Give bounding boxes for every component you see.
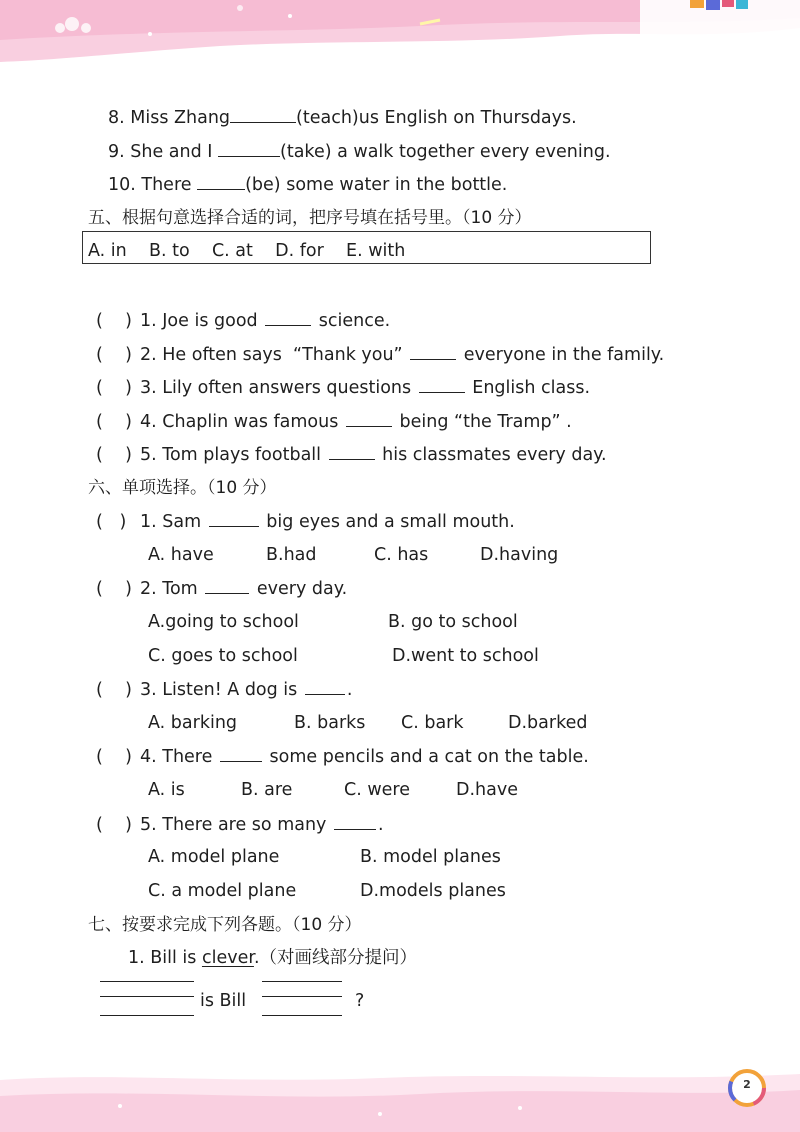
choice-q4-option-a[interactable]: A. is bbox=[148, 780, 185, 800]
page-number: 2 bbox=[743, 1078, 751, 1091]
logo-icon bbox=[690, 0, 750, 14]
choice-q2-option-b[interactable]: B. go to school bbox=[388, 612, 518, 632]
fill-verb-question-10: 10. There (be) some water in the bottle. bbox=[108, 175, 508, 195]
choice-q3-option-b[interactable]: B. barks bbox=[294, 713, 366, 733]
choice-question-4: ( ) 4. There some pencils and a cat on the table. bbox=[96, 747, 589, 767]
answer-parentheses[interactable]: ( ) bbox=[96, 412, 132, 432]
choice-q5-option-d[interactable]: D.models planes bbox=[360, 881, 506, 901]
choice-q3-option-a[interactable]: A. barking bbox=[148, 713, 238, 733]
answer-blank bbox=[209, 510, 259, 527]
choice-q2-option-a[interactable]: A.going to school bbox=[148, 612, 299, 632]
choice-q1-option-a[interactable]: A. have bbox=[148, 545, 214, 565]
choice-q3-option-d[interactable]: D.barked bbox=[508, 713, 588, 733]
answer-blank bbox=[205, 577, 249, 594]
choice-q4-option-c[interactable]: C. were bbox=[344, 780, 411, 800]
answer-blank bbox=[305, 678, 345, 695]
fill-verb-question-9: 9. She and I (take) a walk together every evening. bbox=[108, 142, 611, 162]
answer-parentheses[interactable]: ( ) bbox=[96, 378, 132, 398]
section-5-item-2: ( ) 2. He often says “Thank you” everyone in the family. bbox=[96, 345, 665, 365]
top-decorative-band bbox=[0, 0, 800, 70]
choice-q5-option-c[interactable]: C. a model plane bbox=[148, 881, 297, 901]
answer-parentheses[interactable]: ( ) bbox=[96, 512, 127, 532]
answer-parentheses[interactable]: ( ) bbox=[96, 311, 132, 331]
answer-parentheses[interactable]: ( ) bbox=[96, 680, 132, 700]
answer-blank bbox=[346, 410, 392, 427]
answer-parentheses[interactable]: ( ) bbox=[96, 747, 132, 767]
answer-line[interactable] bbox=[100, 981, 194, 982]
underlined-word: clever bbox=[201, 948, 254, 968]
choice-q1-option-d[interactable]: D.having bbox=[480, 545, 559, 565]
section-5-item-4: ( ) 4. Chaplin was famous being “the Tramp” . bbox=[96, 412, 572, 432]
answer-line[interactable] bbox=[100, 996, 194, 997]
section-5-item-1: ( ) 1. Joe is good science. bbox=[96, 311, 391, 331]
answer-blank bbox=[410, 343, 456, 360]
choice-q2-option-c[interactable]: C. goes to school bbox=[148, 646, 298, 666]
choice-q5-option-b[interactable]: B. model planes bbox=[360, 847, 501, 867]
section-7-heading: 七、按要求完成下列各题。（10 分） bbox=[88, 915, 362, 935]
choice-q4-option-d[interactable]: D.have bbox=[456, 780, 518, 800]
section-6-heading: 六、单项选择。（10 分） bbox=[88, 478, 277, 498]
section-5-heading: 五、根据句意选择合适的词，把序号填在括号里。（10 分） bbox=[88, 208, 532, 228]
answer-parentheses[interactable]: ( ) bbox=[96, 579, 132, 599]
choice-question-2: ( ) 2. Tom every day. bbox=[96, 579, 348, 599]
answer-blank[interactable] bbox=[230, 106, 296, 123]
answer-blank bbox=[265, 309, 311, 326]
answer-line[interactable] bbox=[262, 996, 342, 997]
bottom-decorative-band bbox=[0, 1062, 800, 1132]
answer-blank bbox=[334, 813, 376, 830]
answer-parentheses[interactable]: ( ) bbox=[96, 815, 132, 835]
answer-text-is-bill: is Bill bbox=[200, 991, 247, 1011]
word-options: A. in B. to C. at D. for E. with bbox=[88, 241, 406, 261]
choice-q4-option-b[interactable]: B. are bbox=[241, 780, 293, 800]
choice-q5-option-a[interactable]: A. model plane bbox=[148, 847, 280, 867]
answer-parentheses[interactable]: ( ) bbox=[96, 345, 132, 365]
section-5-item-3: ( ) 3. Lily often answers questions English class. bbox=[96, 378, 591, 398]
choice-q3-option-c[interactable]: C. bark bbox=[401, 713, 464, 733]
question-mark: ? bbox=[355, 991, 365, 1011]
answer-parentheses[interactable]: ( ) bbox=[96, 445, 132, 465]
answer-blank[interactable] bbox=[197, 173, 245, 190]
answer-line[interactable] bbox=[262, 1015, 342, 1016]
answer-blank bbox=[419, 376, 465, 393]
choice-question-3: ( ) 3. Listen! A dog is . bbox=[96, 680, 353, 700]
choice-q1-option-b[interactable]: B.had bbox=[266, 545, 317, 565]
choice-question-5: ( ) 5. There are so many . bbox=[96, 815, 384, 835]
choice-q2-option-d[interactable]: D.went to school bbox=[392, 646, 539, 666]
answer-blank bbox=[220, 745, 262, 762]
fill-verb-question-8: 8. Miss Zhang (teach)us English on Thursdays. bbox=[108, 108, 577, 128]
choice-question-1: ( ) 1. Sam big eyes and a small mouth. bbox=[96, 512, 515, 532]
rewrite-question-1: 1. Bill is clever.（对画线部分提问） bbox=[128, 948, 417, 968]
choice-q1-option-c[interactable]: C. has bbox=[374, 545, 429, 565]
section-5-item-5: ( ) 5. Tom plays football his classmates every day. bbox=[96, 445, 607, 465]
answer-blank bbox=[329, 443, 375, 460]
answer-line[interactable] bbox=[262, 981, 342, 982]
answer-blank[interactable] bbox=[218, 140, 280, 157]
answer-line[interactable] bbox=[100, 1015, 194, 1016]
